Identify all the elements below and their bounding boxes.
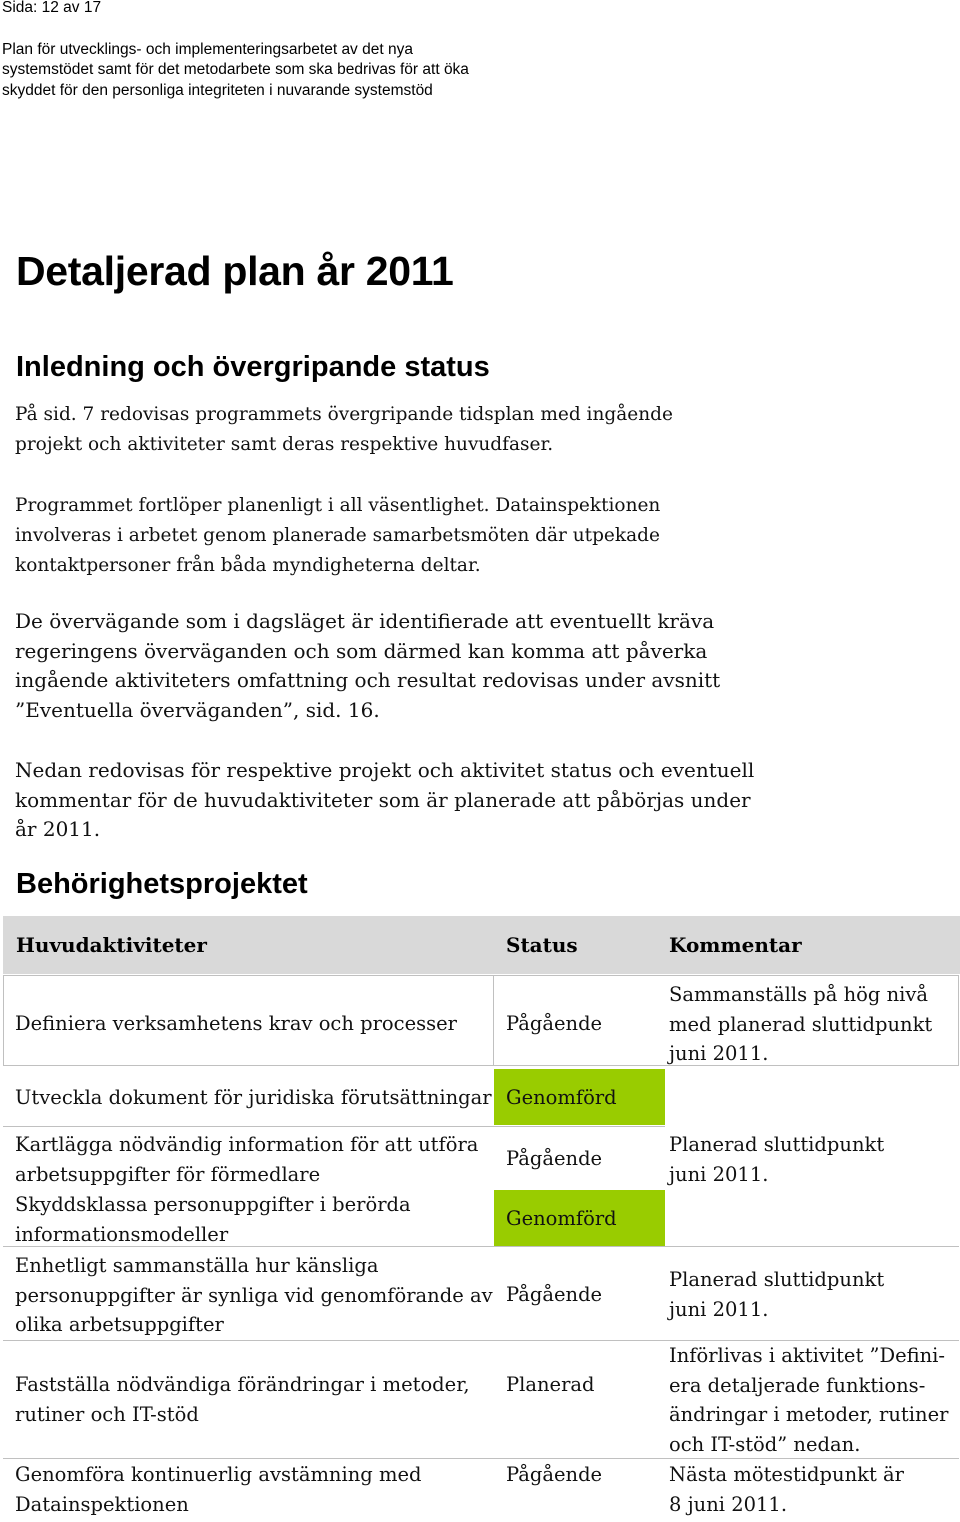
cell-line: personuppgifter är synliga vid genomförande av bbox=[15, 1283, 493, 1307]
activity-cell bbox=[15, 1251, 493, 1340]
comment-cell bbox=[669, 1130, 884, 1189]
cell-line: rutiner och IT-stöd bbox=[15, 1402, 199, 1426]
section-heading-inledning: Inledning och övergripande status bbox=[16, 351, 490, 383]
paragraph-4 bbox=[15, 756, 754, 845]
table-divider bbox=[3, 975, 959, 976]
table-header-row bbox=[3, 916, 960, 974]
cell-line: Fastställa nödvändiga förändringar i metoder, bbox=[15, 1373, 470, 1396]
cell-line: ändringar i metoder, rutiner bbox=[669, 1403, 949, 1426]
status-cell: Planerad bbox=[506, 1373, 595, 1396]
document-header bbox=[2, 0, 469, 101]
text-line: projekt och aktiviteter samt deras respektive huvudfaser. bbox=[15, 434, 554, 455]
cell-line: Utveckla dokument för juridiska förutsättningar bbox=[15, 1086, 492, 1109]
activity-cell bbox=[15, 1009, 457, 1039]
paragraph-2 bbox=[15, 491, 660, 581]
paragraph-1 bbox=[15, 400, 673, 460]
column-header-comment: Kommentar bbox=[669, 933, 802, 957]
main-heading: Detaljerad plan år 2011 bbox=[16, 248, 454, 294]
status-cell: Genomförd bbox=[506, 1207, 617, 1230]
cell-line: Definiera verksamhetens krav och processer bbox=[15, 1012, 457, 1035]
comment-cell bbox=[669, 1265, 884, 1324]
cell-line: Införlivas i aktivitet ”Defini- bbox=[669, 1344, 946, 1367]
text-line: Programmet fortlöper planenligt i all väsentlighet. Datainspektionen bbox=[15, 495, 661, 516]
activity-cell bbox=[15, 1130, 478, 1189]
activity-cell bbox=[15, 1370, 470, 1429]
text-line: ”Eventuella överväganden”, sid. 16. bbox=[15, 697, 380, 722]
page-number: Sida: 12 av 17 bbox=[2, 0, 102, 16]
text-line: involveras i arbetet genom planerade samarbetsmöten där utpekade bbox=[15, 525, 660, 546]
cell-line: Nästa mötestidpunkt är bbox=[669, 1463, 904, 1486]
table-divider bbox=[493, 976, 494, 1065]
text-line: ingående aktiviteters omfattning och resultat redovisas under avsnitt bbox=[15, 668, 721, 692]
section-heading-behorighetsprojektet: Behörighetsprojektet bbox=[16, 868, 308, 900]
cell-line: juni 2011. bbox=[669, 1042, 769, 1065]
text-line: år 2011. bbox=[15, 817, 101, 841]
activity-cell bbox=[15, 1190, 411, 1249]
cell-line: Genomföra kontinuerlig avstämning med bbox=[15, 1463, 422, 1486]
cell-line: Datainspektionen bbox=[15, 1492, 189, 1516]
cell-line: juni 2011. bbox=[669, 1297, 769, 1321]
table-divider bbox=[3, 1126, 665, 1127]
text-line: regeringens överväganden och som därmed kan komma att påverka bbox=[15, 638, 708, 663]
column-header-status: Status bbox=[506, 933, 578, 957]
cell-line: Skyddsklassa personuppgifter i berörda bbox=[15, 1193, 411, 1216]
text-line: kontaktpersoner från båda myndigheterna deltar. bbox=[15, 555, 481, 576]
status-cell: Pågående bbox=[506, 1012, 603, 1035]
cell-line: olika arbetsuppgifter bbox=[15, 1313, 224, 1336]
document-title-line: Plan för utvecklings- och implementeringsarbetet av det nya bbox=[2, 40, 413, 58]
comment-cell bbox=[669, 1460, 904, 1519]
activity-cell bbox=[15, 1460, 421, 1519]
activity-cell bbox=[15, 1083, 492, 1113]
status-cell: Pågående bbox=[506, 1463, 603, 1486]
text-line: kommentar för de huvudaktiviteter som är planerade att påbörjas under bbox=[15, 787, 751, 812]
cell-line: Sammanställs på hög nivå bbox=[669, 983, 929, 1006]
status-cell: Pågående bbox=[506, 1147, 603, 1170]
cell-line: informationsmodeller bbox=[15, 1222, 229, 1246]
cell-line: 8 juni 2011. bbox=[669, 1492, 788, 1516]
table-divider bbox=[3, 976, 4, 1065]
text-line: Nedan redovisas för respektive projekt och aktivitet status och eventuell bbox=[15, 758, 755, 782]
table-divider bbox=[958, 976, 959, 1065]
activity-table bbox=[3, 916, 960, 974]
cell-line: och IT-stöd” nedan. bbox=[669, 1432, 861, 1456]
comment-cell bbox=[669, 1341, 948, 1459]
status-cell: Pågående bbox=[506, 1283, 603, 1306]
cell-line: Planerad sluttidpunkt bbox=[669, 1268, 885, 1291]
cell-line: Enhetligt sammanställa hur känsliga bbox=[15, 1254, 379, 1277]
comment-cell bbox=[669, 980, 932, 1069]
text-line: De övervägande som i dagsläget är identifierade att eventuellt kräva bbox=[15, 609, 715, 633]
cell-line: arbetsuppgifter för förmedlare bbox=[15, 1162, 321, 1186]
text-line: På sid. 7 redovisas programmets övergripande tidsplan med ingående bbox=[15, 404, 673, 425]
cell-line: Kartlägga nödvändig information för att utföra bbox=[15, 1133, 479, 1156]
cell-line: Planerad sluttidpunkt bbox=[669, 1133, 885, 1156]
status-cell: Genomförd bbox=[506, 1086, 617, 1109]
cell-line: med planerad sluttidpunkt bbox=[669, 1012, 933, 1036]
column-header-activities: Huvudaktiviteter bbox=[16, 933, 207, 957]
paragraph-3 bbox=[15, 607, 720, 725]
document-title-line: systemstödet samt för det metodarbete som ska bedrivas för att öka bbox=[2, 61, 469, 78]
cell-line: juni 2011. bbox=[669, 1162, 769, 1186]
cell-line: era detaljerade funktions- bbox=[669, 1373, 926, 1397]
document-title-line: skyddet för den personliga integriteten i nuvarande systemstöd bbox=[2, 81, 433, 99]
